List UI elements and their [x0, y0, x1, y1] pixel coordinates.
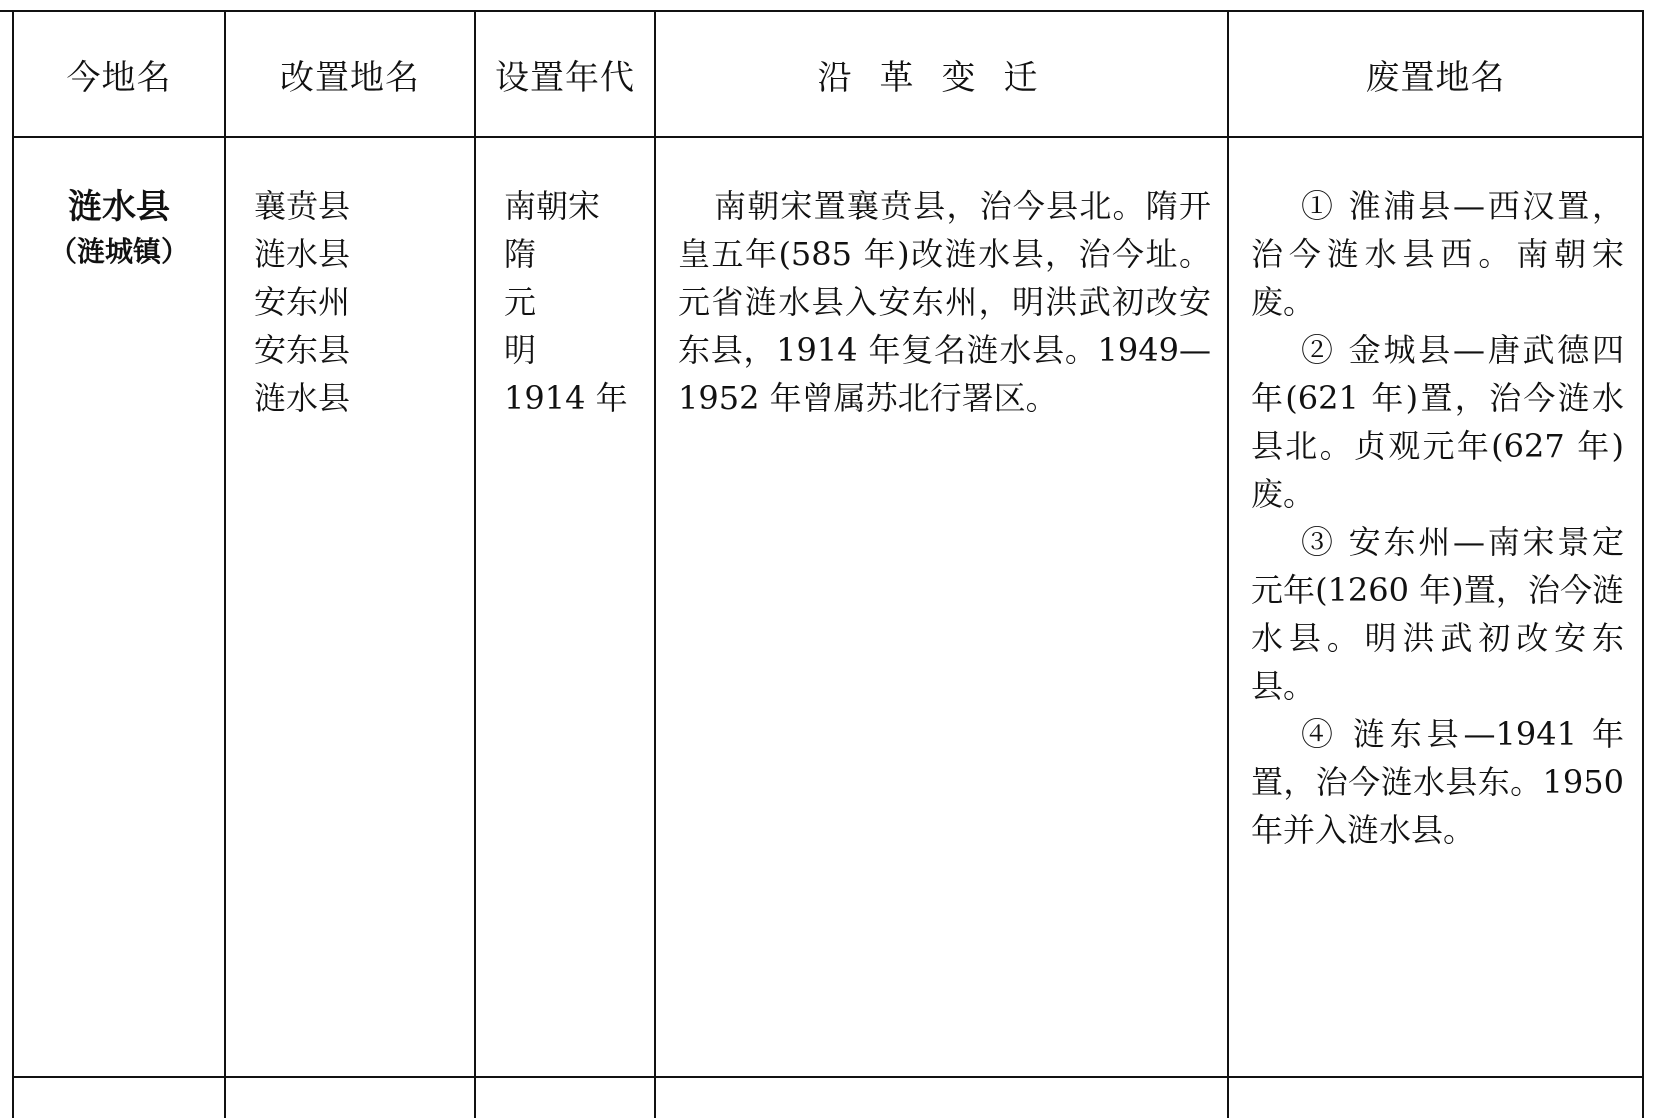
- table-row: [13, 137, 1643, 1077]
- gazetteer-table: [12, 10, 1644, 1118]
- abolished-item: ② 金城县—唐武德四年(621 年)置，治今涟水县北。贞观元年(627 年)废。: [1251, 331, 1624, 513]
- abolished-item: ① 淮浦县—西汉置，治今涟水县西。南朝宋废。: [1251, 187, 1624, 321]
- header-history: 沿革变迁: [655, 11, 1228, 137]
- abolished-item: ④ 涟东县—1941 年置，治今涟水县东。1950 年并入涟水县。: [1251, 715, 1624, 849]
- abolished-item: ③ 安东州—南宋景定元年(1260 年)置，治今涟水县。明洪武初改安东县。: [1251, 523, 1624, 705]
- cell-history: [655, 137, 1228, 1077]
- list-item: 涟水县: [254, 379, 351, 417]
- list-item: 安东县: [254, 331, 351, 369]
- next-row-stub: [13, 1077, 1643, 1118]
- history-text: 南朝宋置襄贲县，治今县北。隋开皇五年(585 年)改涟水县，治今址。元省涟水县入安东州，明洪武初改安东县，1914 年复名涟水县。1949—1952 年曾属苏北行署区。: [678, 187, 1211, 417]
- list-item: 涟水县: [254, 235, 351, 273]
- list-item: 襄贲县: [254, 187, 351, 225]
- header-establish-era: 设置年代: [475, 11, 655, 137]
- list-item: 隋: [504, 235, 537, 273]
- header-current-name: 今地名: [13, 11, 225, 137]
- header-renamed-names: 改置地名: [225, 11, 475, 137]
- cell-current-name: [13, 137, 225, 1077]
- header-abolished-names: 废置地名: [1228, 11, 1643, 137]
- list-item: 南朝宋: [504, 187, 601, 225]
- header-row: [13, 11, 1643, 137]
- list-item: 安东州: [254, 283, 351, 321]
- list-item: 明: [504, 331, 537, 369]
- current-name: 涟水县: [68, 187, 170, 227]
- list-item: 元: [504, 283, 537, 321]
- cell-abolished-names: [1228, 137, 1643, 1077]
- list-item: 1914 年: [504, 379, 628, 417]
- cell-renamed-names: [225, 137, 475, 1077]
- left-border-stub: [0, 10, 12, 136]
- cell-establish-eras: [475, 137, 655, 1077]
- current-seat: （涟城镇）: [48, 235, 189, 268]
